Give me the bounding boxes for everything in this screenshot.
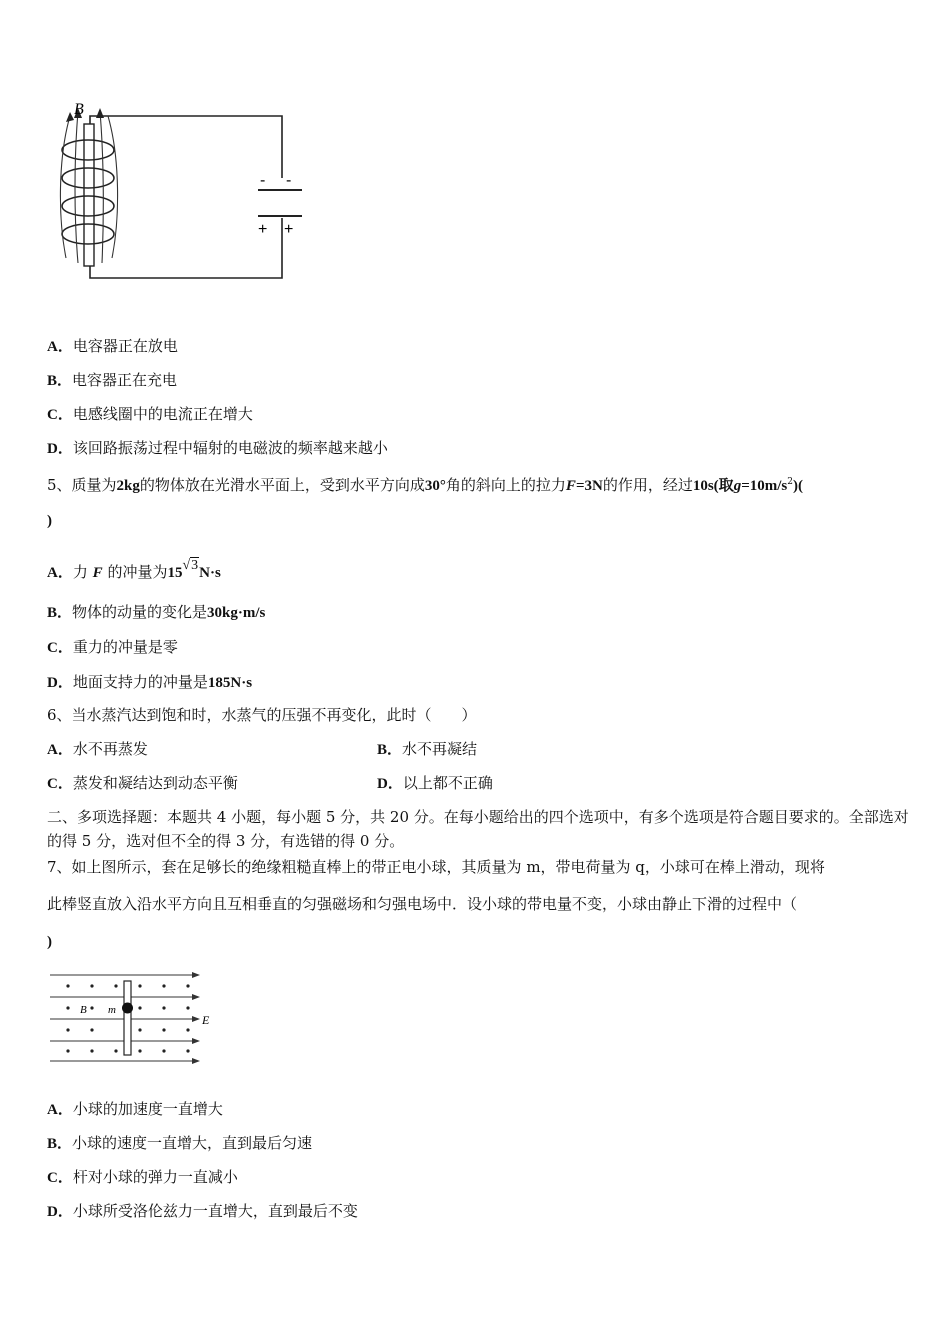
q6-option-d: D．以上都不正确 [377, 774, 493, 792]
q7-stem-close: ) [47, 934, 52, 950]
q5-stem-close: ) [47, 513, 52, 529]
q6-option-c: C．蒸发和凝结达到动态平衡 [47, 774, 238, 792]
q4-option-c: C．电感线圈中的电流正在增大 [47, 405, 253, 423]
field-arrowheads [66, 108, 104, 122]
section2-instructions: 二、多项选择题：本题共 4 小题，每小题 5 分，共 20 分。在每小题给出的四个选项中，有多个选项是符合题目要求的。全部选对的得 5 分，选对但不全的得 3 分，有选错的得 0 分。 [47, 808, 909, 850]
lc-circuit-figure [50, 98, 310, 293]
b-label: B [80, 1004, 87, 1016]
q7-option-d: D．小球所受洛伦兹力一直增大，直到最后不变 [47, 1202, 358, 1220]
capacitor-minus-right: - [286, 172, 292, 189]
m-label: m [108, 1004, 116, 1016]
q6-option-b: B．水不再凝结 [377, 740, 478, 758]
q6-stem: 6、当水蒸汽达到饱和时，水蒸气的压强不再变化，此时（ ） [47, 706, 477, 724]
q5-option-c: C．重力的冲量是零 [47, 638, 178, 656]
q5-option-a: A．力 F 的冲量为15√3N·s [47, 558, 221, 581]
e-field-arrowheads [192, 972, 200, 1064]
q4-option-b: B．电容器正在充电 [47, 371, 178, 389]
q7-option-a: A．小球的加速度一直增大 [47, 1100, 223, 1118]
q4-option-d: D．该回路振荡过程中辐射的电磁波的频率越来越小 [47, 439, 388, 457]
e-label: E [202, 1013, 210, 1027]
q5-stem: 5、质量为2kg的物体放在光滑水平面上，受到水平方向成30°角的斜向上的拉力F=3N的作用，经过10s(取$g=10m/s^2$)( [47, 476, 803, 494]
q7-stem-line2: 此棒竖直放入沿水平方向且互相垂直的匀强磁场和匀强电场中．设小球的带电量不变，小球由静止下滑的过程中（ [47, 895, 798, 913]
q5-option-d: D．地面支持力的冲量是185N·s [47, 673, 253, 691]
charged-ball [122, 1003, 133, 1014]
q7-option-c: C．杆对小球的弹力一直减小 [47, 1168, 238, 1186]
insulating-rod [124, 981, 131, 1055]
capacitor-minus-left: - [260, 172, 266, 189]
rod-field-figure [50, 965, 220, 1065]
circuit-wire-bottom [90, 218, 282, 278]
q4-option-a: A．电容器正在放电 [47, 337, 178, 355]
capacitor-plus-right: + [284, 221, 294, 238]
q7-option-b: B．小球的速度一直增大，直到最后匀速 [47, 1134, 313, 1152]
q5-option-b: B．物体的动量的变化是30kg·m/s [47, 603, 266, 621]
sqrt-symbol: √3 [182, 558, 199, 573]
capacitor-plus-left: + [258, 221, 268, 238]
b-field-label: B [74, 101, 84, 118]
coil-loops [62, 140, 114, 244]
q7-stem-line1: 7、如上图所示，套在足够长的绝缘粗糙直棒上的带正电小球，其质量为 m，带电荷量为 q，小球可在棒上滑动，现将 [47, 858, 825, 876]
circuit-wire-top [90, 116, 282, 178]
q6-option-a: A．水不再蒸发 [47, 740, 148, 758]
